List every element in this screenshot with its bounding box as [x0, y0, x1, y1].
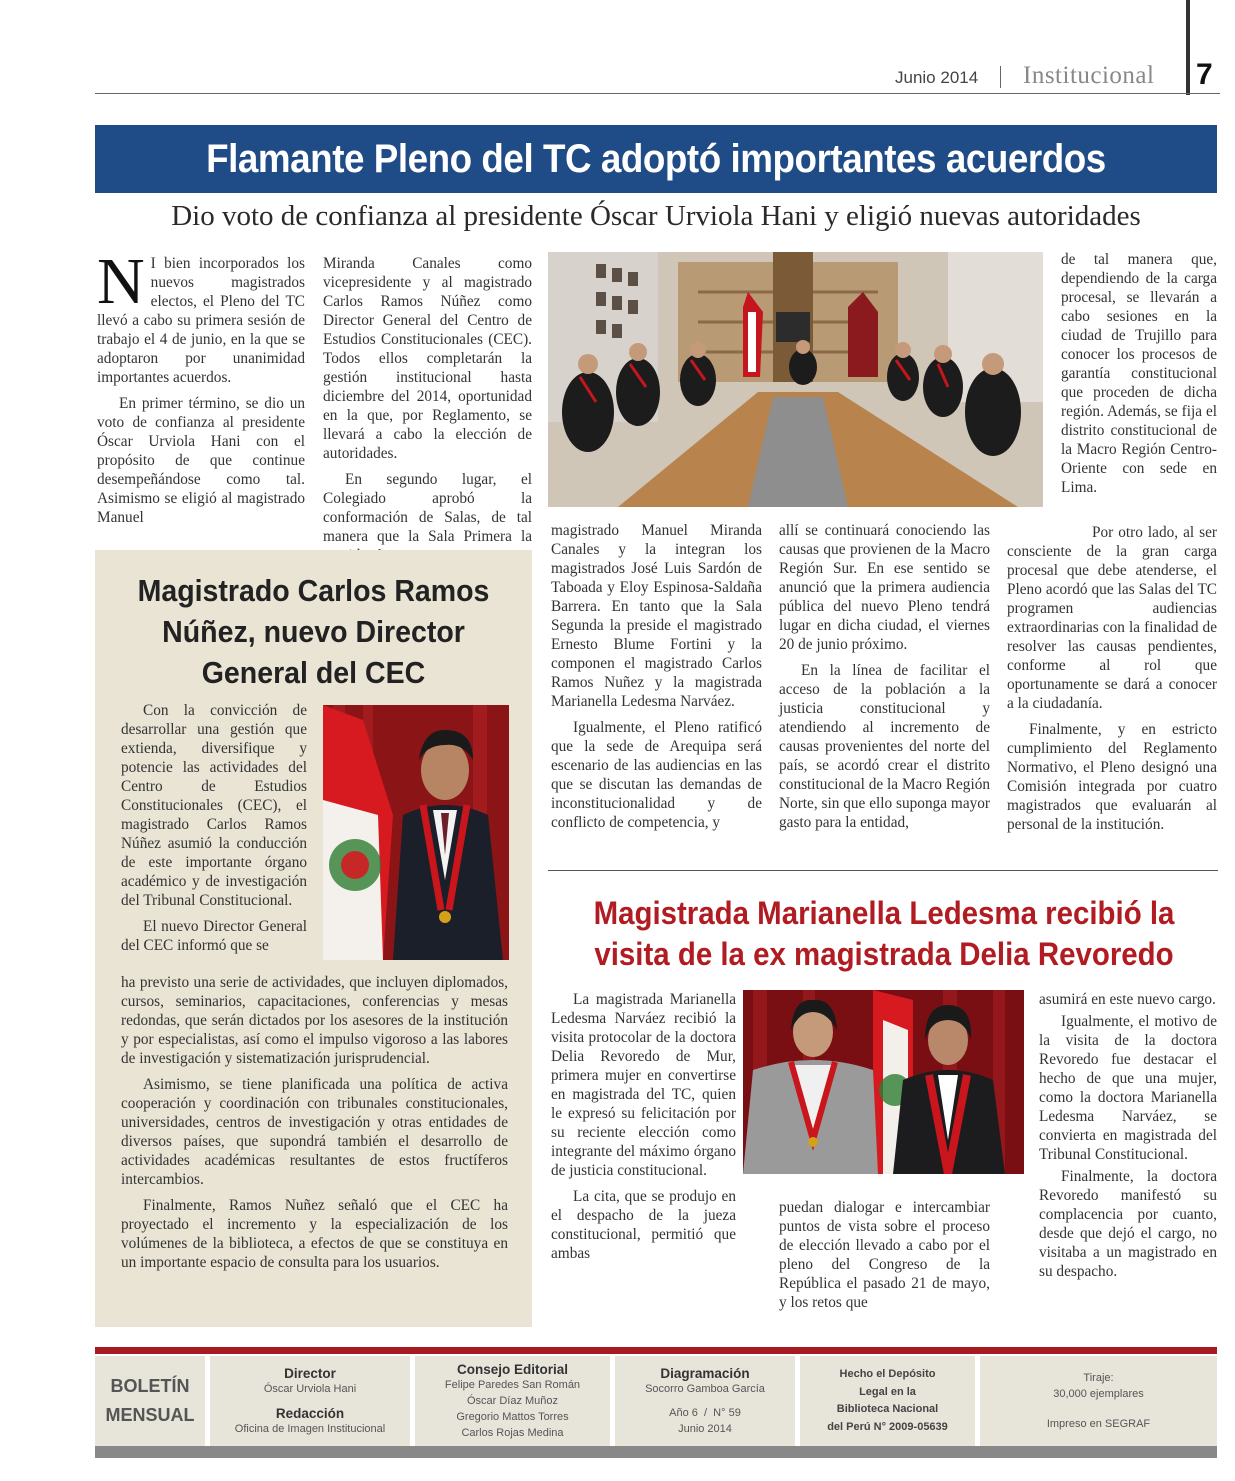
footer-brand — [106, 1372, 195, 1430]
main-headline: Flamante Pleno del TC adoptó importantes acuerdos — [206, 136, 1106, 181]
main-subheadline: Dio voto de confianza al presidente Óscar Urviola Hani y eligió nuevas autoridades — [171, 200, 1141, 232]
consejo-member: Óscar Díaz Muñoz — [466, 1394, 559, 1407]
deposito-line: Hecho el Depósito — [839, 1368, 936, 1380]
portrait-illustration — [323, 705, 509, 960]
deposito-line: Biblioteca Nacional — [836, 1403, 939, 1415]
director-label: Director — [284, 1365, 336, 1381]
main-article-paragraph: allí se continuará conociendo las causas que provienen de la Macro Región Sur. En ese sentido se anunció que la primera audiencia pública del nuevo Pleno tendrá lugar en dicha ciudad, el viernes 20 de junio próximo. — [779, 522, 990, 653]
masthead-footer — [95, 1356, 1217, 1446]
brand-line: MENSUAL — [105, 1405, 195, 1425]
sidebar-paragraph: Con la convicción de desarrollar una gestión que extienda, diversifique y potencie las actividades del Centro de Estudios Constitucionales (CEC), el magistrado Carlos Ramos Núñez asumió la conducción de este importante órgano académico y de investigación del Tribunal Constitucional. — [121, 702, 307, 909]
sidebar-paragraph: ha previsto una serie de actividades, que incluyen diplomados, cursos, seminarios, capacitaciones, conferencias y mesas redondas, que serán dictados por los asesores de la institución y por especialistas, así como el impulso vigoroso a las labores de investigación y sistematización jurisprudencial. — [121, 974, 508, 1067]
brand-line: BOLETÍN — [110, 1376, 190, 1396]
footer-diagramacion-cell — [615, 1356, 795, 1446]
consejo-member: Carlos Rojas Medina — [461, 1426, 564, 1439]
printer: Impreso en SEGRAF — [1046, 1418, 1151, 1430]
main-article-column-1 — [97, 245, 305, 534]
second-article-paragraph: Igualmente, el motivo de la visita de la doctora Revoredo fue destacar el hecho de que una mujer, como la doctora Marianella Ledesma Narváez, se convierta en magistrada del Tribunal Constitucional. — [1039, 1013, 1217, 1163]
main-article-paragraph: En segundo lugar, el Colegiado aprobó la conformación de Salas, de tal manera que la Sala Primera la — [323, 471, 532, 545]
tiraje-value: 30,000 ejemplares — [1053, 1388, 1144, 1400]
footer-brand-cell — [95, 1356, 205, 1446]
main-article-paragraph: magistrado Manuel Miranda Canales y la integran los magistrados José Luis Sardón de Taboada y Eloy Espinosa-Saldaña Barrera. En tanto que la Sala Segunda la preside el magistrado Ernesto Blume Fortini y la componen el magistrado Carlos Ramos Nuñez y la magistrada Marianella Ledesma Narváez. — [551, 522, 762, 710]
second-article-paragraph: La magistrada Marianella Ledesma Narváez recibió la visita protocolar de la doctora Delia Revoredo de Mur, primera mujer en convertirse en magistrada del TC, quien le expresó su felicitación por su reciente elección como integrante del máximo órgano de justicia constitucional. — [551, 991, 736, 1179]
consejo-member: Gregorio Mattos Torres — [456, 1410, 569, 1423]
revoredo-ledesma-photo — [743, 990, 1024, 1174]
footer-deposito-cell — [800, 1356, 975, 1446]
pleno-photo-illustration — [548, 252, 1043, 507]
consejo-label: Consejo Editorial — [456, 1361, 568, 1377]
main-article-paragraph: Finalmente, y en estricto cumplimiento del Reglamento Normativo, el Pleno designó una Comisión integrada por cuatro magistrados que evaluarán al personal de la institución. — [1007, 721, 1217, 833]
footer-tiraje-cell — [980, 1356, 1217, 1446]
issue-date: Junio 2014 — [678, 1422, 732, 1435]
sidebar-headline: Magistrado Carlos Ramos Núñez, nuevo Director General del CEC — [137, 573, 490, 690]
tiraje-label: Tiraje: — [1083, 1372, 1114, 1384]
main-article-column-5-bottom — [1007, 523, 1217, 841]
footer-consejo-cell — [415, 1356, 610, 1446]
main-article-column-2 — [323, 254, 532, 572]
redaccion-name: Oficina de Imagen Institucional — [234, 1422, 386, 1435]
second-article-column-2 — [779, 1198, 990, 1319]
header-rule — [95, 93, 1220, 94]
header-date: Junio 2014 — [895, 68, 979, 87]
main-headline-banner — [95, 125, 1217, 193]
article-divider — [548, 870, 1218, 871]
second-article-paragraph: puedan dialogar e intercambiar puntos de vista sobre el proceso de elección llevado a cabo por el pleno del Congreso de la República el pasado 21 de mayo, y los retos que — [779, 1199, 990, 1311]
sidebar-column-wide — [121, 973, 508, 1279]
page-number: 7 — [1196, 58, 1213, 91]
main-article-paragraph: Igualmente, el Pleno ratificó que la sede de Arequipa será escenario de las audiencias en las que se discutan las demandas de inconstitucionalidad y de conflicto de competencia, y — [551, 719, 762, 831]
consejo-member: Felipe Paredes San Román — [444, 1378, 581, 1391]
visit-photo-illustration — [743, 990, 1024, 1174]
sidebar-column-narrow — [121, 701, 307, 962]
main-article-paragraph: de tal manera que, dependiendo de la carga procesal, se llevarán a cabo sesiones en la ciudad de Trujillo para conocer los procesos de garantía constitucional que proceden de dicha región. Además, se fija el distrito constitucional de la Macro Región Centro-Oriente con sede en Lima. — [1061, 251, 1217, 496]
second-article-paragraph: asumirá en este nuevo cargo. — [1039, 991, 1216, 1008]
second-article-column-1 — [551, 990, 736, 1270]
issue-number: Año 6 / N° 59 — [669, 1406, 741, 1419]
footer-bottom-bar — [95, 1446, 1217, 1458]
main-article-column-5-top — [1061, 250, 1217, 504]
header-separator — [1000, 66, 1001, 88]
second-article-paragraph: La cita, que se produjo en el despacho de la jueza constitucional, permitió que ambas — [551, 1188, 736, 1262]
deposito-line: del Perú N° 2009-05639 — [827, 1420, 948, 1433]
second-article-headline: Magistrada Marianella Ledesma recibió la visita de la ex magistrada Delia Revoredo — [593, 895, 1175, 972]
second-article-paragraph: Finalmente, la doctora Revoredo manifestó su complacencia por cuanto, desde que dejó el cargo, no visitaba a un magistrado en su despacho. — [1039, 1168, 1217, 1280]
main-article-paragraph: Miranda Canales como vicepresidente y al magistrado Carlos Ramos Núñez como Director General del Centro de Estudios Constitucionales (CEC). Todos ellos completarán la gestión institucional hasta diciembre del 2014, oportunidad en la que, por Reglamento, se llevará a cabo la elección de autoridades. — [323, 255, 532, 462]
drop-cap: N — [97, 245, 145, 318]
deposito-line: Legal en la — [859, 1385, 916, 1398]
main-article-paragraph — [97, 245, 305, 387]
director-name: Óscar Urviola Hani — [263, 1382, 357, 1395]
redaccion-label: Redacción — [275, 1405, 345, 1421]
sidebar-paragraph: Asimismo, se tiene planificada una política de activa cooperación y coordinación con tribunales constitucionales, universidades, centros de investigación y otras entidades de diversos países, que supondrá también el desarrollo de actividades académicas resultantes de estos fructíferos intercambios. — [121, 1076, 508, 1188]
main-article-paragraph: En la línea de facilitar el acceso de la población a la justicia constitucional y atendiendo al incremento de causas provenientes del norte del país, se acordó crear el distrito constitucional de la Macro Región Norte, sin que ello suponga mayor gasto para la entidad, — [779, 662, 990, 831]
second-article-column-3 — [1039, 990, 1217, 1288]
footer-accent-bar — [95, 1347, 1217, 1354]
diagramacion-name: Socorro Gamboa García — [645, 1382, 765, 1395]
main-article-column-4 — [779, 521, 990, 839]
main-article-paragraph: En primer término, se dio un voto de confianza al presidente Óscar Urviola Hani con el propósito de que continue desempeñándose como tal. Asimismo se eligió al magistrado Manuel — [97, 395, 305, 526]
header-section-name: Institucional — [1023, 62, 1155, 89]
diagramacion-label: Diagramación — [660, 1365, 750, 1381]
header-vertical-rule — [1186, 0, 1190, 95]
pleno-session-photo — [548, 252, 1043, 507]
main-article-paragraph: Por otro lado, al ser consciente de la gran carga procesal que debe atenderse, el Pleno acordó que las Salas del TC programen audiencias extraordinarias con la finalidad de resolver las causas pendientes, conforme al rol que oportunamente se dará a conocer a la ciudadanía. — [1007, 524, 1217, 712]
main-article-column-3 — [551, 521, 762, 839]
footer-director-cell — [210, 1356, 410, 1446]
sidebar-paragraph: Finalmente, Ramos Nuñez señaló que el CEC ha proyectado el incremento y la especialización de los volúmenes de la biblioteca, a efectos de que se constituya en un importante espacio de consulta para los usuarios. — [121, 1197, 508, 1271]
sidebar-paragraph: El nuevo Director General del CEC informó que se — [121, 918, 307, 954]
paragraph-text: I bien incorporados los nuevos magistrados electos, el Pleno del TC llevó a cabo su primera sesión de trabajo el 4 de junio, en la que se adoptaron por unanimidad importantes acuerdos. — [97, 255, 305, 386]
ramos-nunez-portrait — [323, 705, 509, 960]
